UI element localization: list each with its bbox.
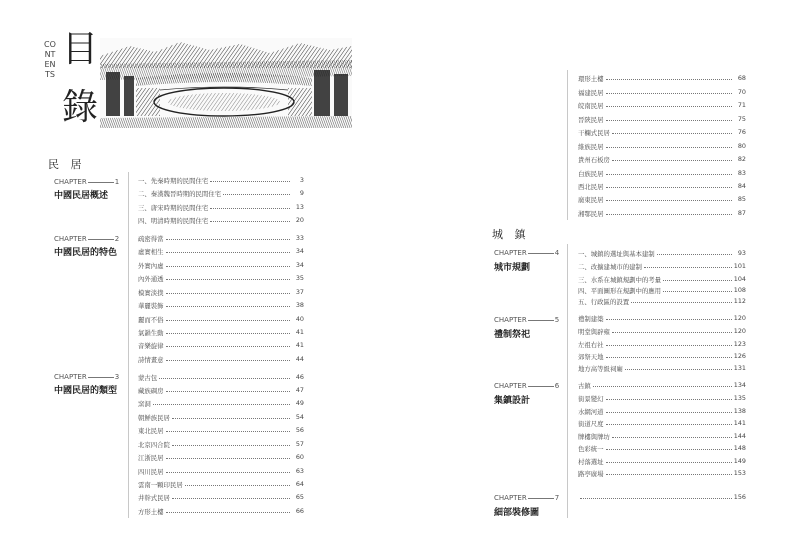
entry-page: 112 bbox=[733, 297, 746, 305]
chapter-dash bbox=[88, 239, 114, 240]
toc-entry[interactable] bbox=[578, 247, 746, 259]
toc-entry[interactable] bbox=[578, 379, 746, 391]
toc-entry[interactable] bbox=[578, 99, 746, 111]
toc-entry[interactable] bbox=[578, 312, 746, 324]
chapter-dash bbox=[528, 386, 554, 387]
entry-title: 音樂旋律 bbox=[138, 341, 164, 350]
entry-page: 76 bbox=[737, 128, 746, 136]
toc-entry[interactable] bbox=[578, 153, 746, 165]
entry-title: 詩情畫意 bbox=[138, 355, 164, 364]
entry-title: 古鎮 bbox=[578, 381, 591, 390]
chapter-4-title: 城市規劃 bbox=[494, 263, 531, 273]
dot-leader bbox=[166, 458, 290, 459]
chapter-word: CHAPTER bbox=[54, 373, 87, 381]
entry-page: 104 bbox=[733, 275, 746, 283]
toc-entry[interactable] bbox=[578, 325, 746, 337]
chapter-dash bbox=[88, 377, 114, 378]
dot-leader bbox=[606, 357, 732, 358]
toc-entry[interactable] bbox=[578, 491, 746, 503]
dot-leader bbox=[166, 320, 290, 321]
title-char-mu: 目 bbox=[62, 29, 99, 70]
entry-title: 氣韻生動 bbox=[138, 328, 164, 337]
entry-page: 123 bbox=[733, 340, 746, 348]
dot-leader bbox=[644, 267, 732, 268]
entry-page: 141 bbox=[733, 419, 746, 427]
toc-entry[interactable] bbox=[578, 405, 746, 417]
entry-title: 模實淡撲 bbox=[138, 288, 164, 297]
entry-page: 93 bbox=[737, 249, 746, 257]
section-title-minju: 民 居 bbox=[48, 158, 86, 171]
chapter-6-title: 集鎮設計 bbox=[494, 396, 531, 406]
toc-entry[interactable] bbox=[578, 362, 746, 374]
entry-title: 禮制建築 bbox=[578, 314, 604, 323]
entry-page: 80 bbox=[737, 142, 746, 150]
entry-title: 貴州石板房 bbox=[578, 155, 610, 164]
toc-entry[interactable] bbox=[138, 411, 304, 423]
section-title-chengzhen: 城 鎮 bbox=[492, 228, 530, 241]
toc-entry[interactable] bbox=[138, 272, 304, 284]
toc-entry[interactable] bbox=[138, 313, 304, 325]
toc-entry[interactable] bbox=[138, 371, 304, 383]
entry-title: 四川民居 bbox=[138, 467, 164, 476]
toc-entry[interactable] bbox=[578, 86, 746, 98]
dot-leader bbox=[210, 221, 290, 222]
entry-page: 47 bbox=[295, 386, 304, 394]
chapter-number: 1 bbox=[114, 178, 120, 186]
entry-title: 明堂與辟雍 bbox=[578, 327, 610, 336]
chapter-dash bbox=[528, 498, 554, 499]
entry-page: 57 bbox=[295, 440, 304, 448]
entry-title: 四、平面圖形在規劃中的應用 bbox=[578, 286, 662, 295]
entry-page: 49 bbox=[295, 399, 304, 407]
dot-leader bbox=[172, 445, 290, 446]
entry-title: 五、行政區的設置 bbox=[578, 297, 630, 306]
toc-entry[interactable] bbox=[138, 505, 304, 517]
toc-entry[interactable] bbox=[578, 455, 746, 467]
entry-page: 64 bbox=[295, 480, 304, 488]
dot-leader bbox=[606, 93, 732, 94]
dot-leader bbox=[185, 485, 290, 486]
village-etching-illustration bbox=[100, 38, 352, 128]
toc-entry[interactable] bbox=[578, 140, 746, 152]
entry-title: 蒙古包 bbox=[138, 373, 158, 382]
entry-title: 朝鮮族民居 bbox=[138, 413, 170, 422]
dot-leader bbox=[166, 360, 290, 361]
entry-title: 左祖右社 bbox=[578, 340, 604, 349]
contents-vertical-label: CONTENTS bbox=[44, 40, 56, 79]
toc-entry[interactable] bbox=[578, 260, 746, 272]
toc-entry[interactable] bbox=[138, 465, 304, 477]
entry-page: 83 bbox=[737, 169, 746, 177]
toc-entry[interactable] bbox=[138, 438, 304, 450]
dot-leader bbox=[606, 120, 732, 121]
chapter-5-title: 禮制祭祀 bbox=[494, 330, 531, 340]
entry-page: 35 bbox=[295, 274, 304, 282]
entry-page: 75 bbox=[737, 115, 746, 123]
chapter-number: 5 bbox=[554, 316, 560, 324]
chapter-number: 6 bbox=[554, 382, 560, 390]
chapter-number: 2 bbox=[114, 235, 120, 243]
dot-leader bbox=[166, 472, 290, 473]
entry-page: 148 bbox=[733, 444, 746, 452]
entry-title: 水網河道 bbox=[578, 407, 604, 416]
entry-title: 雲南一顆印民居 bbox=[138, 480, 183, 489]
toc-entry[interactable] bbox=[578, 392, 746, 404]
toc-entry[interactable] bbox=[138, 245, 304, 257]
chapter-dash bbox=[88, 182, 114, 183]
chapter-dash bbox=[528, 320, 554, 321]
toc-entry[interactable] bbox=[578, 295, 746, 307]
left-column-rule bbox=[128, 172, 129, 518]
dot-leader bbox=[606, 345, 732, 346]
entry-page: 66 bbox=[295, 507, 304, 515]
chapter-word: CHAPTER bbox=[494, 494, 527, 502]
entry-title: 湘鄂民居 bbox=[578, 209, 604, 218]
entry-title: 藏族碉房 bbox=[138, 386, 164, 395]
toc-entry[interactable] bbox=[578, 430, 746, 442]
entry-title: 一、城鎮的選址與基本建制 bbox=[578, 249, 655, 258]
chapter-word: CHAPTER bbox=[54, 178, 87, 186]
dot-leader bbox=[625, 369, 732, 370]
entry-title: 方形土樓 bbox=[138, 507, 164, 516]
chapter-2-title: 中國民居的特色 bbox=[54, 248, 118, 258]
dot-leader bbox=[166, 391, 290, 392]
entry-title: 皖南民居 bbox=[578, 101, 604, 110]
toc-entry[interactable] bbox=[138, 299, 304, 311]
chapter-5-label bbox=[494, 316, 559, 325]
toc-entry[interactable] bbox=[138, 259, 304, 271]
chapter-1-title: 中國民居概述 bbox=[54, 191, 109, 201]
toc-entry[interactable] bbox=[578, 167, 746, 179]
dot-leader bbox=[210, 181, 290, 182]
entry-title: 麗而不俗 bbox=[138, 315, 164, 324]
entry-title: 三、水系在城鎮規劃中的考量 bbox=[578, 275, 662, 284]
toc-entry[interactable] bbox=[138, 232, 304, 244]
entry-page: 40 bbox=[295, 315, 304, 323]
dot-leader bbox=[657, 254, 732, 255]
entry-title: 路亭廣場 bbox=[578, 469, 604, 478]
dot-leader bbox=[606, 79, 732, 80]
entry-title: 外實內虛 bbox=[138, 261, 164, 270]
toc-entry[interactable] bbox=[578, 442, 746, 454]
dot-leader bbox=[612, 133, 732, 134]
entry-page: 54 bbox=[295, 413, 304, 421]
entry-page: 85 bbox=[737, 195, 746, 203]
entry-page: 63 bbox=[295, 467, 304, 475]
entry-page: 135 bbox=[733, 394, 746, 402]
entry-title: 二、改擴建城市的建制 bbox=[578, 262, 642, 271]
toc-entry[interactable] bbox=[578, 72, 746, 84]
entry-title: 街道尺度 bbox=[578, 419, 604, 428]
entry-title: 郊祭天地 bbox=[578, 352, 604, 361]
entry-title: 白族民居 bbox=[578, 169, 604, 178]
dot-leader bbox=[606, 147, 732, 148]
toc-entry[interactable] bbox=[138, 491, 304, 503]
toc-entry[interactable] bbox=[138, 384, 304, 396]
dot-leader bbox=[612, 332, 732, 333]
toc-entry[interactable] bbox=[578, 338, 746, 350]
dot-leader bbox=[166, 252, 290, 253]
toc-entry[interactable] bbox=[138, 339, 304, 351]
dot-leader bbox=[159, 378, 290, 379]
dot-leader bbox=[612, 160, 732, 161]
chapter-word: CHAPTER bbox=[494, 382, 527, 390]
entry-page: 126 bbox=[733, 352, 746, 360]
entry-page: 65 bbox=[295, 493, 304, 501]
entry-page: 34 bbox=[295, 261, 304, 269]
dot-leader bbox=[593, 386, 732, 387]
dot-leader bbox=[606, 449, 732, 450]
entry-title: 村落選址 bbox=[578, 457, 604, 466]
toc-entry[interactable] bbox=[578, 207, 746, 219]
toc-entry[interactable] bbox=[138, 326, 304, 338]
right-bottom-column-rule bbox=[567, 244, 568, 518]
title-char-lu: 錄 bbox=[62, 87, 99, 128]
dot-leader bbox=[631, 302, 732, 303]
entry-title: 地方高等級祠廟 bbox=[578, 364, 623, 373]
dot-leader bbox=[606, 187, 732, 188]
toc-entry[interactable] bbox=[578, 467, 746, 479]
entry-title: 環形土樓 bbox=[578, 74, 604, 83]
dot-leader bbox=[606, 174, 732, 175]
chapter-3-label bbox=[54, 373, 119, 382]
entry-page: 101 bbox=[733, 262, 746, 270]
entry-page: 68 bbox=[737, 74, 746, 82]
dot-leader bbox=[166, 333, 290, 334]
chapter-word: CHAPTER bbox=[54, 235, 87, 243]
dot-leader bbox=[166, 431, 290, 432]
right-top-column-rule bbox=[567, 70, 568, 220]
entry-title: 北京四合院 bbox=[138, 440, 170, 449]
entry-page: 108 bbox=[733, 286, 746, 294]
toc-entry[interactable] bbox=[578, 126, 746, 138]
toc-entry[interactable] bbox=[138, 174, 304, 186]
dot-leader bbox=[606, 106, 732, 107]
dot-leader bbox=[153, 404, 290, 405]
chapter-number: 3 bbox=[114, 373, 120, 381]
entry-title: 內外通透 bbox=[138, 274, 164, 283]
dot-leader bbox=[612, 437, 732, 438]
dot-leader bbox=[663, 280, 732, 281]
entry-title: 東北民居 bbox=[138, 426, 164, 435]
chapter-dash bbox=[528, 253, 554, 254]
entry-page: 156 bbox=[733, 493, 746, 501]
entry-title: 江浙民居 bbox=[138, 453, 164, 462]
toc-entry[interactable] bbox=[138, 397, 304, 409]
dot-leader bbox=[580, 498, 732, 499]
entry-title: 一、先秦時期的民間住宅 bbox=[138, 176, 209, 185]
entry-page: 13 bbox=[295, 203, 304, 211]
toc-entry[interactable] bbox=[138, 478, 304, 490]
entry-page: 44 bbox=[295, 355, 304, 363]
toc-entry[interactable] bbox=[138, 451, 304, 463]
chapter-7-label bbox=[494, 494, 559, 503]
entry-page: 82 bbox=[737, 155, 746, 163]
dot-leader bbox=[172, 498, 290, 499]
entry-page: 84 bbox=[737, 182, 746, 190]
entry-page: 144 bbox=[733, 432, 746, 440]
toc-entry[interactable] bbox=[578, 350, 746, 362]
entry-page: 34 bbox=[295, 247, 304, 255]
chapter-3-title: 中國民居的類型 bbox=[54, 386, 118, 396]
entry-title: 晉陝民居 bbox=[578, 115, 604, 124]
entry-page: 153 bbox=[733, 469, 746, 477]
entry-title: 福建民居 bbox=[578, 88, 604, 97]
entry-page: 41 bbox=[295, 328, 304, 336]
entry-title: 疏密得當 bbox=[138, 234, 164, 243]
entry-page: 38 bbox=[295, 301, 304, 309]
entry-page: 138 bbox=[733, 407, 746, 415]
entry-title: 四、明清時期的民間住宅 bbox=[138, 216, 209, 225]
entry-page: 41 bbox=[295, 341, 304, 349]
entry-title: 窯洞 bbox=[138, 399, 151, 408]
toc-entry[interactable] bbox=[138, 424, 304, 436]
dot-leader bbox=[606, 319, 732, 320]
entry-title: 西北民居 bbox=[578, 182, 604, 191]
entry-page: 46 bbox=[295, 373, 304, 381]
dot-leader bbox=[606, 474, 732, 475]
entry-page: 71 bbox=[737, 101, 746, 109]
dot-leader bbox=[606, 214, 732, 215]
toc-entry[interactable] bbox=[138, 286, 304, 298]
entry-title: 牌樓與牌坊 bbox=[578, 432, 610, 441]
entry-page: 120 bbox=[733, 314, 746, 322]
entry-title: 街景變幻 bbox=[578, 394, 604, 403]
dot-leader bbox=[606, 412, 732, 413]
dot-leader bbox=[606, 462, 732, 463]
chapter-number: 7 bbox=[554, 494, 560, 502]
entry-page: 87 bbox=[737, 209, 746, 217]
dot-leader bbox=[166, 239, 290, 240]
dot-leader bbox=[166, 279, 290, 280]
chapter-word: CHAPTER bbox=[494, 316, 527, 324]
dot-leader bbox=[166, 293, 290, 294]
toc-entry[interactable] bbox=[138, 187, 304, 199]
entry-page: 37 bbox=[295, 288, 304, 296]
chapter-number: 4 bbox=[554, 249, 560, 257]
dot-leader bbox=[606, 200, 732, 201]
entry-title: 色彩統一 bbox=[578, 444, 604, 453]
entry-page: 33 bbox=[295, 234, 304, 242]
toc-entry[interactable] bbox=[138, 353, 304, 365]
entry-title: 虛實相生 bbox=[138, 247, 164, 256]
entry-title: 維族民居 bbox=[578, 142, 604, 151]
dot-leader bbox=[210, 208, 290, 209]
toc-entry[interactable] bbox=[578, 417, 746, 429]
toc-entry[interactable] bbox=[138, 201, 304, 213]
entry-title: 井幹式民居 bbox=[138, 493, 170, 502]
dot-leader bbox=[663, 291, 732, 292]
chapter-2-label bbox=[54, 235, 119, 244]
entry-page: 70 bbox=[737, 88, 746, 96]
entry-page: 120 bbox=[733, 327, 746, 335]
chapter-6-label bbox=[494, 382, 559, 391]
toc-entry[interactable] bbox=[578, 193, 746, 205]
chapter-4-label bbox=[494, 249, 559, 258]
dot-leader bbox=[166, 306, 290, 307]
dot-leader bbox=[166, 346, 290, 347]
chapter-7-title: 細部裝修圖 bbox=[494, 508, 540, 518]
entry-page: 131 bbox=[733, 364, 746, 372]
chapter-word: CHAPTER bbox=[494, 249, 527, 257]
entry-title: 二、秦漢魏晉時期的民間住宅 bbox=[138, 189, 222, 198]
dot-leader bbox=[166, 266, 290, 267]
dot-leader bbox=[172, 418, 290, 419]
dot-leader bbox=[606, 399, 732, 400]
entry-page: 60 bbox=[295, 453, 304, 461]
entry-page: 134 bbox=[733, 381, 746, 389]
entry-title: 華麗裝飾 bbox=[138, 301, 164, 310]
toc-entry[interactable] bbox=[138, 214, 304, 226]
toc-entry[interactable] bbox=[578, 113, 746, 125]
entry-page: 20 bbox=[295, 216, 304, 224]
chapter-1-label bbox=[54, 178, 119, 187]
toc-entry[interactable] bbox=[578, 180, 746, 192]
entry-page: 9 bbox=[299, 189, 304, 197]
entry-title: 廣東民居 bbox=[578, 195, 604, 204]
dot-leader bbox=[166, 512, 290, 513]
dot-leader bbox=[606, 424, 732, 425]
entry-page: 3 bbox=[299, 176, 304, 184]
entry-page: 149 bbox=[733, 457, 746, 465]
entry-page: 56 bbox=[295, 426, 304, 434]
entry-title: 三、唐宋時期的民間住宅 bbox=[138, 203, 209, 212]
entry-title: 干欄式民居 bbox=[578, 128, 610, 137]
dot-leader bbox=[223, 194, 290, 195]
